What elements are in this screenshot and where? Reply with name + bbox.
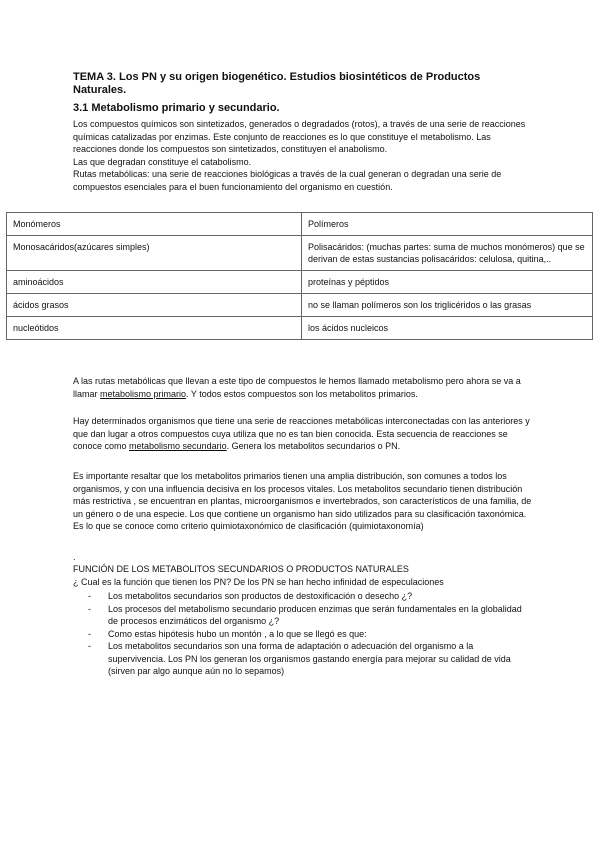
table-cell: ácidos grasos bbox=[7, 294, 302, 317]
function-bullet-list bbox=[88, 590, 528, 678]
list-item bbox=[88, 628, 528, 641]
table-cell: proteínas y péptidos bbox=[302, 271, 593, 294]
intro-paragraph-3: Rutas metabólicas: una serie de reacciones biológicas a través de la cual generan o degradan una serie de compuestos esenciales para el buen funcionamiento del organismo en cuestión. bbox=[73, 169, 502, 192]
table-cell: no se llaman polímeros son los triglicéridos o las grasas bbox=[302, 294, 593, 317]
list-item-text: Los metabolitos secundarios son productos de destoxificación o desecho ¿? bbox=[108, 591, 413, 601]
dash-marker: - bbox=[88, 591, 91, 601]
table-cell: aminoácidos bbox=[7, 271, 302, 294]
paragraph-text: . Y todos estos compuestos son los metabolitos primarios. bbox=[186, 388, 418, 399]
intro-paragraph-2: Las que degradan constituye el catabolismo. bbox=[73, 156, 252, 167]
paragraph-text: Hay determinados organismos que tiene una serie de reacciones metabólicas interconectadas con las anteriores y que dan lugar a otros compuestos cuya utiliza que no es tan bien conocida. Esta secuencia de reacciones se conoce como bbox=[73, 416, 530, 451]
underlined-term: metabolismo secundario bbox=[129, 441, 227, 451]
paragraph-text: A las rutas metabólicas que llevan a este tipo de compuestos le hemos llamado metabolismo pero ahora se va a llamar bbox=[73, 376, 521, 399]
table-header-row bbox=[7, 213, 593, 236]
function-section bbox=[73, 563, 533, 588]
paragraph-metabolismo-primario bbox=[73, 375, 533, 400]
list-item-text: Como estas hipótesis hubo un montón , a lo que se llegó es que: bbox=[108, 628, 367, 639]
function-question: ¿ Cual es la función que tienen los PN? De los PN se han hecho infinidad de especulaciones bbox=[73, 576, 444, 587]
table-cell: los ácidos nucleicos bbox=[302, 317, 593, 340]
dash-marker: - bbox=[88, 603, 91, 614]
list-item-text: Los procesos del metabolismo secundario producen enzimas que serán fundamentales en la globalidad de procesos enzimáticos del organismo ¿? bbox=[108, 603, 522, 626]
monomer-polymer-table bbox=[6, 212, 593, 340]
intro-paragraph-1: Los compuestos químicos son sintetizados, generados o degradados (rotos), a través de una serie de reacciones químicas catalizadas por enzimas. Este conjunto de reacciones es lo que constituye el metabolismo. Las reacciones donde los compuestos son sintetizados, constituyen el anabolismo. bbox=[73, 119, 526, 154]
table-cell: Monosacáridos(azúcares simples) bbox=[7, 236, 302, 271]
list-item bbox=[88, 640, 528, 678]
paragraph-metabolismo-secundario bbox=[73, 415, 533, 453]
dash-marker: - bbox=[88, 628, 91, 639]
dash-marker: - bbox=[88, 641, 91, 651]
table-row bbox=[7, 317, 593, 340]
table-row bbox=[7, 271, 593, 294]
list-item-text: Los metabolitos secundarios son una forma de adaptación o adecuación del organismo a la supervivencia. Los PN los generan los organismos gastando energía para mejorar su calidad de vida (sirven par algo aunque aún no lo sepamos) bbox=[108, 641, 511, 676]
section-heading: 3.1 Metabolismo primario y secundario. bbox=[73, 102, 280, 114]
paragraph-text: . Genera los metabolitos secundarios o PN. bbox=[226, 441, 401, 451]
header-cell-monomers: Monómeros bbox=[7, 213, 302, 236]
list-item bbox=[88, 590, 528, 603]
underlined-term: metabolismo primario bbox=[100, 388, 187, 399]
table-cell: nucleótidos bbox=[7, 317, 302, 340]
paragraph-distribucion: Es importante resaltar que los metabolitos primarios tienen una amplia distribución, son comunes a todos los organismos, y con una influencia decisiva en los procesos vitales. Los metabolitos secundario tienen distribución más restrictiva , se encuentran en plantas, microorganismos e invertebrados, son característicos de una familia, de un género o de una especie. Los que contiene un organismo han sido utilizados para su clasificación taxonómica. Es lo que se conoce como criterio quimiotaxonómico de clasificación (quimiotaxonomía) bbox=[73, 471, 532, 531]
page-title: TEMA 3. Los PN y su origen biogenético. Estudios biosintéticos de Productos Naturales. bbox=[73, 71, 481, 96]
table-cell: Polisacáridos: (muchas partes: suma de muchos monómeros) que se derivan de estas sustancias polisacáridos: celulosa, quitina,.. bbox=[302, 236, 593, 271]
header-cell-polymers: Polímeros bbox=[302, 213, 593, 236]
table-row bbox=[7, 294, 593, 317]
intro-text bbox=[73, 118, 533, 193]
list-item bbox=[88, 603, 528, 628]
stray-dot: . bbox=[73, 552, 76, 562]
table-row bbox=[7, 236, 593, 271]
function-heading: FUNCIÓN DE LOS METABOLITOS SECUNDARIOS O PRODUCTOS NATURALES bbox=[73, 564, 409, 574]
